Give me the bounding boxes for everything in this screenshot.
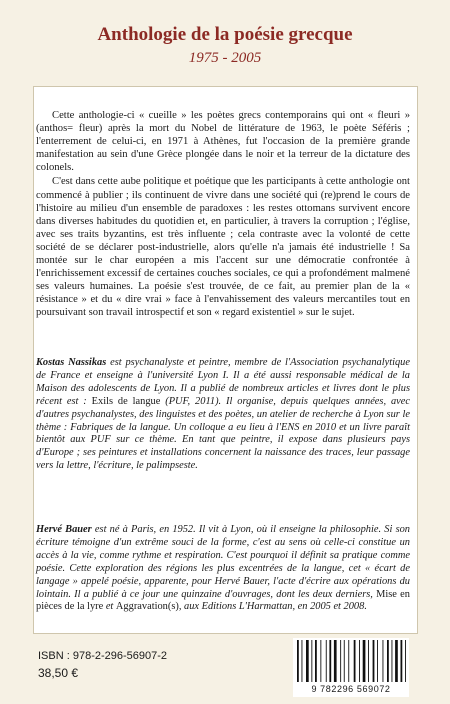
bio-text: , aux Editions L'Harmattan, en 2005 et 2008.: [178, 601, 367, 613]
intro-paragraph-1: Cette anthologie-ci « cueille » les poètes grecs contemporains qui ont « fleuri » (anthos= fleur) après la mort du Nobel de littérature de 1963, le poète Séféris ; l'enterrement de celui-ci, en 1971 à Athènes, fut l'occasion de la première grande manifestation au sein d'une Grèce plongée dans le noir et la terreur de la dictature des colonels.: [36, 110, 410, 174]
price: 38,50 €: [38, 666, 79, 680]
bio-text: et: [103, 601, 116, 613]
book-title: Anthologie de la poésie grecque: [97, 24, 353, 45]
bio-text: est psychanalyste et peintre, membre de l'Association psychanalytique de France et enseigne à l'université Lyon I. Il a été aussi responsable médical de la Maison des adolescents de Lyon. Il a publié de nombreux articles et livres dont le plus récent est :: [36, 357, 410, 407]
bio-text: est né à Paris, en 1952. Il vit à Lyon, où il enseigne la philosophie. Si son écriture témoigne d'un extrême souci de la forme, c'est au sens où celle-ci constitue un accès à la vie, comme rythme et respiration. C'est pourquoi il définit sa pratique comme poésie. Cette exploration des régions les plus excentrées de la langue, cet « écart de langage » appelé poésie, apparente, pour Hervé Bauer, l'acte d'écrire aux opérations du lointain. Il a publié à ce jour une quinzaine d'ouvrages, dont les deux derniers,: [36, 524, 411, 600]
book-title-ref: Aggravation(s): [115, 601, 179, 613]
book-years: 1975 - 2005: [188, 50, 262, 66]
author-name: Kostas Nassikas: [36, 357, 107, 368]
intro-paragraph-2: C'est dans cette aube politique et poétique que les participants à cette anthologie ont commencé à publier ; ils continuent de vivre dans une société qui (re)prend le cours de l'histoire au milieu d'un ensemble de paradoxes : les restes ottomans survivent encore dans diverses habitudes du quotidien et, en particulier, à travers la corruption ; l'église, avec ses traits byzantins, est très influente ; cela contraste avec la volonté de cette société de se déclarer post-industrielle, alors qu'elle n'a jamais été industrielle ! Sa montée sur le char européen a mis l'accent sur une démocratie confrontée à l'enrichissement excessif de certaines couches sociales, ce qui a profondément malmené ses valeurs humaines. La poésie s'est trouvée, de ce fait, au premier plan de la « résistance » et du « dire vrai » face à l'envahissement des valeurs mercantiles tout en poursuivant son travail introspectif et son « regard existentiel » sur le sujet.: [36, 176, 410, 319]
barcode-number: 9 782296 569072: [311, 684, 391, 694]
intro-text: [36, 109, 410, 320]
author-name: Hervé Bauer: [36, 524, 92, 535]
book-title-ref: Exils de langue: [91, 395, 161, 407]
isbn: ISBN : 978-2-296-56907-2: [38, 650, 168, 662]
barcode-bars: [293, 638, 409, 684]
barcode: [293, 638, 409, 697]
author-bio-nassikas: [36, 357, 410, 473]
author-bio-bauer: [36, 524, 410, 614]
book-title-ref: Mise en pièces de la lyre: [36, 588, 410, 613]
bio-text: (PUF, 2011). Il organise, depuis quelques années, avec d'autres psychanalystes, des linguistes et des poètes, un atelier de recherche à Lyon sur le thème : Fabriques de la langue. Un colloque a eu lieu à l'ENS en 2010 et un livre paraît bientôt aux PUF sur ce thème. En tant que peintre, il expose dans plusieurs pays d'Europe ; ses peintures et installations concernent la naissance des traces, leur passage vers la lettre, l'écriture, le palimpseste.: [36, 395, 410, 472]
